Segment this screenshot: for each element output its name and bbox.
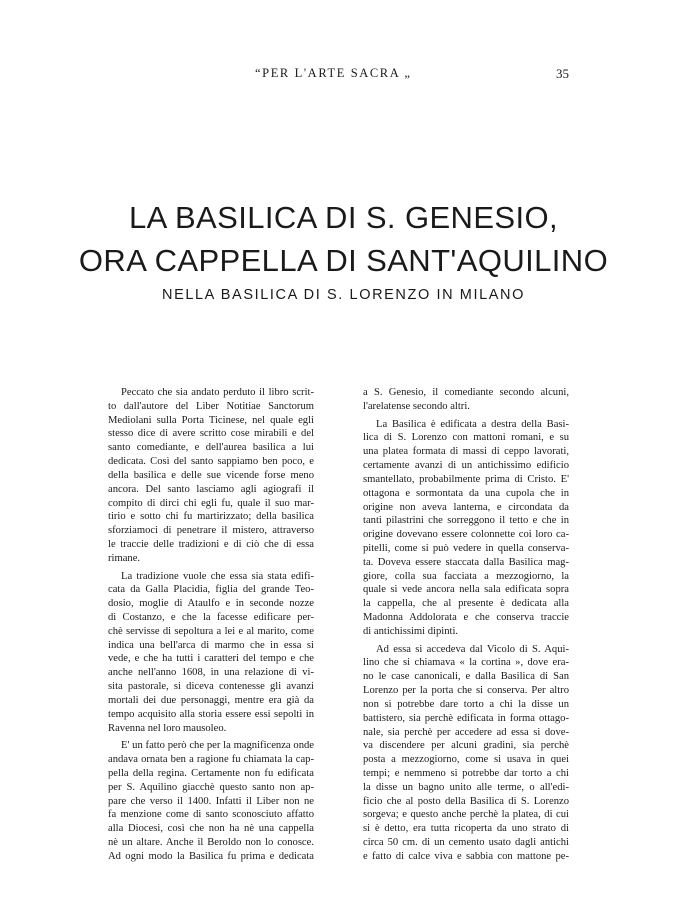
paragraph (108, 386, 314, 566)
text-line: tanti pilastrini che sorreggono il tetto e che in (363, 515, 569, 527)
text-line: a S. Genesio, il comediante secondo alcuni, (363, 387, 569, 398)
text-line: per S. Aquilino giacchè questo santo non ap- (108, 781, 314, 793)
text-line: di antichissimi dipinti. (363, 625, 459, 637)
text-line: sorgeva; e questo anche perchè la platea, di cui (363, 809, 569, 821)
text-line: va discendere per alcuni gradini, sia perchè (363, 740, 569, 752)
paragraph (363, 386, 569, 414)
running-title: “PER L'ARTE SACRA „ (255, 66, 412, 80)
text-line: lica di S. Lorenzo con mattoni romani, e su (363, 432, 569, 444)
text-line: battistero, sia perchè edificata in forma ottago- (363, 712, 569, 724)
article-title-line-2: ORA CAPPELLA DI SANT'AQUILINO (78, 243, 609, 278)
running-header (0, 66, 687, 86)
text-line: e fatto di calce viva e sabbia con mattone pe- (363, 850, 569, 862)
text-line: di Costanzo, e che la facesse edificare per- (108, 612, 314, 623)
text-line: sforziamoci di penetrare il mistero, attraverso (108, 525, 314, 537)
paragraph (108, 739, 314, 863)
text-line: Ad ogni modo la Basilica fu prima e dedicata (108, 850, 314, 862)
text-line: Ravenna nel loro mausoleo. (108, 722, 227, 734)
text-line: tirio e sotto chi fu martirizzato; della basilica (108, 511, 314, 523)
text-line: to dall'autore del Liber Notitiae Sanctorum (108, 400, 314, 412)
text-line: ottagona e sormontata da una cupola che in (363, 487, 569, 499)
text-line: compito di dirci chi egli fu, quale il suo mar- (108, 497, 314, 509)
text-line: le traccie delle tradizioni e di ciò che di essa (108, 538, 314, 550)
text-line: circa 50 cm. di un cemento usato dagli antichi (363, 837, 569, 848)
text-line: fa menzione come di santo sconosciuto affatto (108, 809, 314, 821)
text-line: della basilica e delle sue vicende forse meno (108, 469, 314, 481)
text-line: posta a mezzogiorno, come si usava in quei (363, 754, 569, 766)
text-line: Madonna Addolorata e che conserva traccie (363, 612, 569, 623)
text-line: alla Diocesi, così che non ha nè una cappella (108, 823, 314, 835)
text-line: dedicata. Così del santo sappiamo ben poco, e (108, 456, 314, 468)
text-line: andava ornata ben a ragione fu chiamata la cap- (108, 754, 314, 766)
text-line: indica una bell'arca di marmo che in essa si (108, 639, 314, 651)
text-line: stesso dice di avere scritto cose mirabili e del (108, 428, 314, 440)
text-line: sita pastorale, si diceva contenesse gli avanzi (108, 681, 314, 693)
left-column (108, 386, 314, 864)
paragraph (363, 643, 569, 864)
text-line: pitelli, come si può vedere in quella conserva- (363, 542, 569, 554)
text-line: ficio che al posto della Basilica di S. Lorenzo (363, 795, 569, 807)
right-column (363, 386, 569, 864)
text-line: tempi; e nemmeno si potrebbe dar torto a chi (363, 767, 569, 779)
text-line: non si potrebbe dare torto a chi la disse un (363, 698, 569, 710)
text-line: Peccato che sia andato perduto il libro scrit- (121, 387, 314, 398)
text-line: dosio, moglie di Ataulfo e in seconde nozze (108, 598, 314, 610)
text-line: nale, sia perchè per accedere ad essa si dove- (363, 726, 569, 738)
text-line: vede, e che ha tutti i caratteri del tempo e che (108, 653, 314, 665)
text-line: tempo acquisito alla storia essere essi sepolti in (108, 708, 314, 720)
text-line: quale si vede ancora nella sala edificata sopra (363, 584, 569, 596)
text-line: giore, colla sua facciata a mezzogiorno, la (363, 570, 569, 582)
text-line: anche nell'anno 1608, in una relazione di vi- (108, 667, 314, 679)
text-line: chè servisse di sepoltura a lei e al marito, come (108, 625, 314, 637)
article-title-line-1: LA BASILICA DI S. GENESIO, (128, 200, 559, 235)
text-line: santo comediante, e dell'aurea basilica a lui (108, 442, 314, 454)
text-line: ancora. Del santo lasciamo agli agiografi il (108, 483, 314, 495)
text-line: smantellato, probabilmente prima di Cristo. E' (363, 473, 569, 485)
text-line: Mediolani sulla Porta Ticinese, nel quale egli (108, 414, 314, 426)
text-line: una platea formata di massi di ceppo lavorati, (363, 446, 569, 458)
text-line: nè un altare. Anche il Beroldo non lo conosce. (108, 837, 314, 848)
text-line: ta. Doveva essere staccata dalla Basilica mag- (363, 556, 569, 568)
text-line: La Basilica è edificata a destra della Basi- (376, 418, 569, 430)
text-line: mortali dei due personaggi, mentre era già da (108, 694, 314, 706)
paragraph (363, 418, 569, 639)
text-line: rimane. (108, 552, 141, 564)
text-line: origine non aveva lanterna, e circondata da (363, 501, 569, 513)
text-line: lino che si chiamava « la cortina », dove era- (363, 657, 569, 669)
paragraph (108, 570, 314, 736)
text-line: origine dovevano essere colonnette coi loro ca- (363, 529, 569, 541)
text-line: Lorenzo per la porta che si conserva. Per altro (363, 685, 569, 697)
text-line: Ad essa si accedeva dal Vicolo di S. Aqui- (376, 643, 569, 655)
text-line: la cappella, che al presente è dedicata alla (363, 598, 569, 610)
text-line: pella della regina. Certamente non fu edificata (108, 767, 314, 779)
text-line: si è detto, era tutta ricoperta da uno strato di (363, 823, 569, 835)
page-number: 35 (556, 66, 569, 81)
text-line: la disse un bagno unito alle terme, o all'edi- (363, 781, 569, 793)
text-line: l'arelatense secondo altri. (363, 400, 470, 412)
text-line: La tradizione vuole che essa sia stata edifi- (121, 570, 314, 582)
text-line: pare che verso il 1400. Infatti il Liber non ne (108, 795, 314, 807)
text-line: E' un fatto però che per la magnificenza onde (121, 740, 314, 752)
text-line: no le case canonicali, e dalla Basilica di San (363, 671, 569, 683)
article-subtitle: NELLA BASILICA DI S. LORENZO IN MILANO (162, 287, 525, 303)
text-line: cata da Galla Placidia, figlia del grande Teo- (108, 584, 314, 596)
text-line: certamente avanzi di un antichissimo edificio (363, 460, 569, 472)
